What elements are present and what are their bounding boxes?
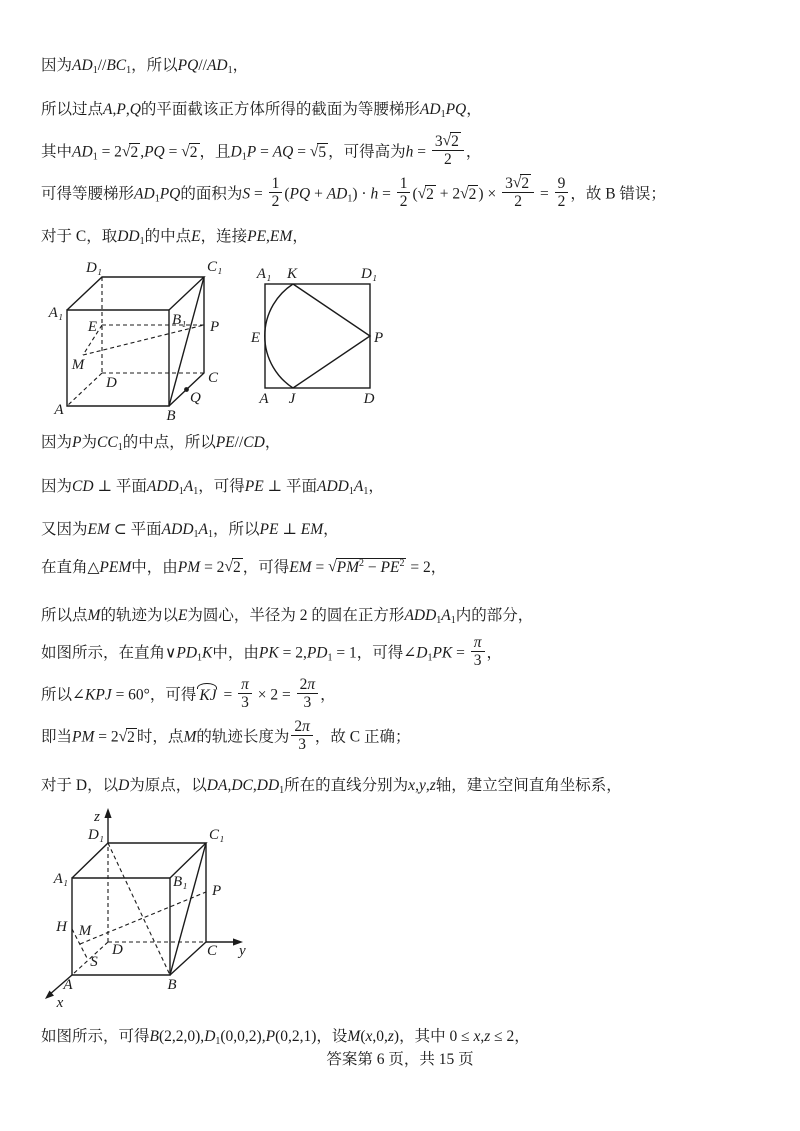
solution-line-3: 其中$AD_1 = 2√2$ ,PQ = √2 ，且$D_1P$ = AQ = √5 ，可得高为h = $\frac{3√2}{2}$ ， bbox=[41, 132, 482, 168]
cube-label-P: P bbox=[210, 319, 220, 335]
square-labels bbox=[250, 266, 383, 407]
solution-line-15: 如图所示，可得$B(2,2,0),D_1(0,0,2),P(0,2,1)$，设M(x,0,z)，其中 0 ≤ x,z ≤ 2， bbox=[41, 1028, 530, 1047]
cube-label-M: M bbox=[71, 357, 85, 373]
axes-label-M: M bbox=[78, 923, 92, 939]
solution-line-14: 对于 D，以D为原点，以$DA,DC,DD_1$所在的直线分别为x,y,z轴，建立空间直角坐标系， bbox=[41, 777, 622, 796]
cube-label-B: B bbox=[166, 408, 176, 424]
axes-label-A: A bbox=[63, 977, 73, 993]
cube-label-Q: Q bbox=[190, 390, 201, 406]
page-footer: 答案第 6 页，共 15 页 bbox=[326, 1051, 474, 1068]
coordinate-cube-figure bbox=[40, 805, 265, 1010]
axes-label-A1: A₁ bbox=[53, 871, 68, 887]
solution-line-13: 即当PM = 2√2 时，点M的轨迹长度为 $\frac{2\pi}{3}$ ，故 C 正确； bbox=[41, 718, 411, 753]
cube-label-D1: D₁ bbox=[85, 260, 103, 276]
axes-label-H: H bbox=[56, 919, 67, 935]
cube-label-A1: A₁ bbox=[48, 305, 63, 321]
cube-label-B1: B₁ bbox=[172, 312, 187, 328]
square-label-A: A bbox=[259, 391, 269, 407]
square-solid-lines bbox=[265, 284, 370, 388]
square-label-D: D bbox=[363, 391, 375, 407]
cube-section-figure bbox=[40, 250, 390, 430]
axes-label-B: B bbox=[167, 977, 177, 993]
square-label-K: K bbox=[286, 266, 298, 282]
axes-label-x: x bbox=[56, 995, 64, 1010]
axes-label-P: P bbox=[212, 883, 222, 899]
square-label-P: P bbox=[374, 330, 384, 346]
axes-label-D1: D₁ bbox=[87, 827, 104, 843]
cube-solid-edges bbox=[67, 277, 204, 406]
solution-line-8: 又因为EM ⊂ 平面$ADD_1A_1$，所以PE ⊥ EM， bbox=[41, 521, 339, 540]
cube-label-E: E bbox=[87, 319, 97, 335]
cube-label-C: C bbox=[208, 370, 219, 386]
axes-label-y: y bbox=[239, 943, 246, 959]
axes-cube-labels bbox=[53, 809, 246, 1010]
cube-label-C1: C₁ bbox=[207, 259, 223, 275]
solution-line-6: 因为P为$CC_1$的中点，所以PE//CD， bbox=[41, 434, 281, 453]
axes-label-z: z bbox=[94, 809, 100, 825]
square-label-E: E bbox=[250, 330, 260, 346]
cube-label-D: D bbox=[106, 375, 117, 391]
solution-line-4: 可得等腰梯形$AD_1PQ$的面积为S = $\frac{1}{2}$ $(PQ + AD_1) \cdot h$ = $\frac{1}{2}$ (√2 + 2√2 ) × $\frac{3√2}{2}$ = $\frac{9}{2}$ ，故 B 错误； bbox=[41, 174, 666, 210]
solution-line-9: 在直角△PEM中，由PM = 2√2 ，可得EM = $√PM^2 - PE^2 = 2$， bbox=[41, 558, 447, 576]
solution-line-1: 因为$AD_1//BC_1$，所以$PQ//AD_1$， bbox=[41, 57, 249, 76]
point-Q-dot bbox=[184, 387, 189, 392]
square-label-D1: D₁ bbox=[360, 266, 378, 282]
axes-label-C1: C₁ bbox=[209, 827, 225, 843]
square-label-A1: A₁ bbox=[256, 266, 272, 282]
square-label-J: J bbox=[288, 391, 296, 407]
solution-line-10: 所以点M的轨迹为以E为圆心，半径为 2 的圆在正方形$ADD_1A_1$内的部分， bbox=[41, 607, 534, 626]
solution-line-2: 所以过点A,P,Q的平面截该正方体所得的截面为等腰梯形$AD_1PQ$， bbox=[41, 101, 482, 120]
axes-label-B1: B₁ bbox=[173, 874, 188, 890]
solution-line-5: 对于 C，取$DD_1$的中点E，连接PE,EM， bbox=[41, 228, 308, 247]
solution-line-7: 因为CD ⊥ 平面$ADD_1A_1$，可得PE ⊥ 平面$ADD_1A_1$， bbox=[41, 478, 384, 497]
cube-label-A: A bbox=[54, 402, 64, 418]
axes-label-C: C bbox=[207, 943, 218, 959]
axes-label-D: D bbox=[112, 942, 123, 958]
solution-line-11: 如图所示，在直角$\vee PD_1K$中，由PK = $2,PD_1 = 1$，可得$\angle D_1PK$ = $\frac{\pi}{3}$ ， bbox=[41, 634, 503, 669]
solution-line-12: 所以∠KPJ = 60°，可得 KJ = $\frac{\pi}{3}$ × 2 = $\frac{2\pi}{3}$ ， bbox=[41, 676, 336, 711]
axes-label-S: S bbox=[90, 954, 98, 970]
z-axis-arrow-icon bbox=[104, 808, 111, 818]
